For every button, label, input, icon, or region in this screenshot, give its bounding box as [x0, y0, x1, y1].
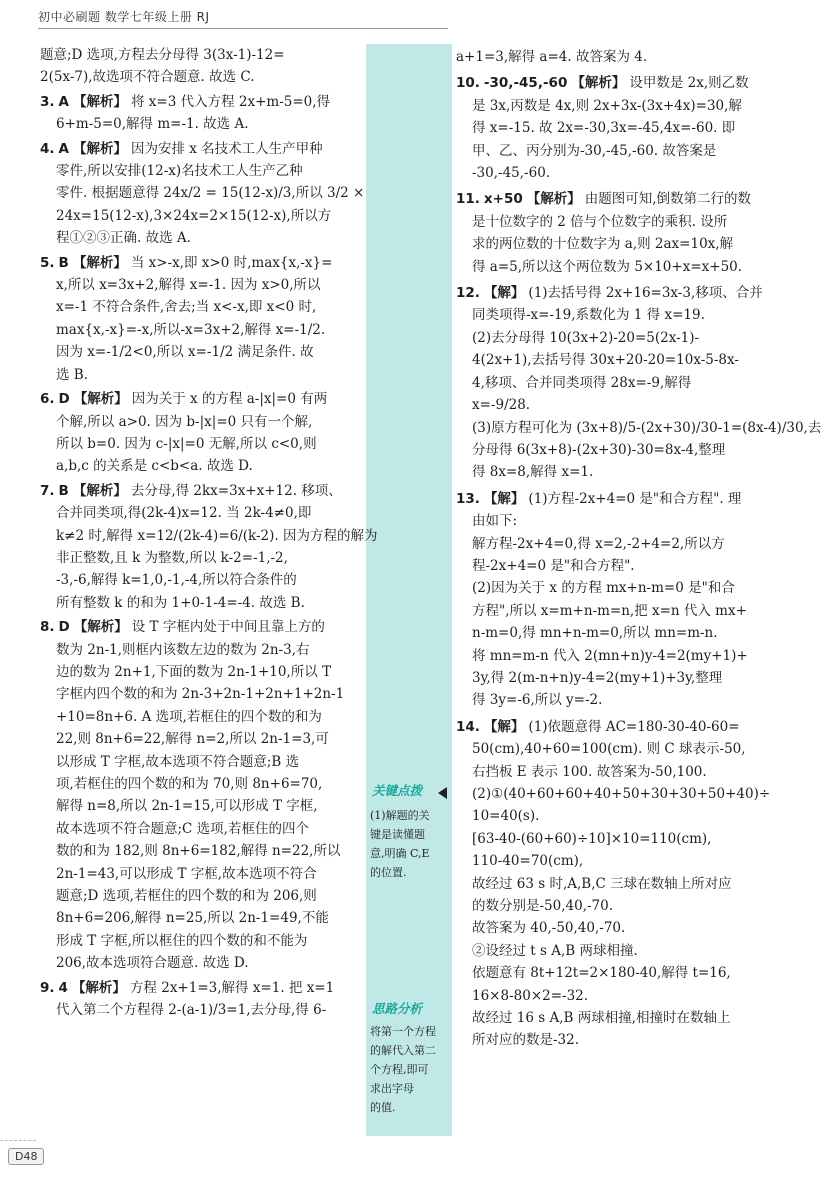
question-line	[456, 46, 778, 68]
answer-label: 4	[58, 979, 68, 996]
line-text: 2n-1=43,可以形成 T 字框,故本选项不符合	[56, 865, 317, 882]
analysis-tag: 【解析】	[73, 391, 128, 408]
line-text: 方程 2x+1=3,解得 x=1. 把 x=1	[129, 979, 335, 996]
line-text: 以形成 T 字框,故本选项不符合题意;B 选	[56, 753, 300, 770]
line-text: 非正整数,且 k 为整数,所以 k-2=-1,-2,	[56, 549, 288, 566]
question-number: 11.	[456, 191, 480, 208]
line-text: 故经过 63 s 时,A,B,C 三球在数轴上所对应	[472, 875, 732, 892]
line-text: 同类项得-x=-19,系数化为 1 得 x=19.	[472, 307, 705, 324]
sidebar-tip2-title: 思路分析	[372, 1001, 423, 1016]
question-line	[456, 394, 778, 416]
line-text: 所对应的数是-32.	[472, 1032, 580, 1049]
page-header: 初中必刷题 数学七年级上册 RJ	[38, 10, 210, 24]
line-text: a+1=3,解得 a=4. 故答案为 4.	[456, 49, 648, 65]
question-number: 5.	[40, 254, 55, 271]
line-text: 设甲数是 2x,则乙数	[629, 75, 749, 92]
question-line	[456, 211, 778, 233]
question-line	[456, 461, 778, 483]
question-q4	[40, 138, 365, 250]
sidebar-tip2-text	[370, 1022, 452, 1117]
question-line	[456, 488, 778, 510]
question-line	[40, 818, 360, 840]
sidebar-tip2-line: 的解代入第二	[370, 1044, 436, 1057]
line-text: x,所以 x=3x+2,解得 x=-1. 因为 x>0,所以	[56, 277, 321, 294]
question-line	[40, 44, 360, 66]
line-text: (3)原方程可化为 (3x+8)/5-(2x+30)/30-1=(8x-4)/30,去	[472, 419, 821, 436]
question-q14	[456, 716, 778, 1052]
question-line	[40, 977, 360, 999]
line-text: 方程",所以 x=m+n-m=n,把 x=n 代入 mx+	[472, 602, 747, 619]
line-text: 个解,所以 a>0. 因为 b-|x|=0 只有一个解,	[56, 413, 313, 430]
analysis-tag: 【解】	[483, 490, 525, 507]
question-line	[456, 533, 778, 555]
page-number: D48	[8, 1148, 44, 1165]
line-text: x=-9/28.	[472, 397, 531, 414]
question-line	[456, 555, 778, 577]
question-line	[456, 917, 778, 939]
line-text: 得 x=-15. 故 2x=-30,3x=-45,4x=-60. 即	[472, 120, 736, 137]
question-line	[40, 274, 360, 296]
line-text: 程-2x+4=0 是"和合方程".	[472, 557, 635, 574]
line-text: 代入第二个方程得 2-(a-1)/3=1,去分母,得 6-	[56, 1002, 327, 1019]
question-line	[40, 999, 360, 1021]
question-cont2	[40, 44, 360, 89]
question-line	[40, 252, 360, 274]
line-text: 题意;D 选项,若框住的四个数的和为 206,则	[56, 888, 317, 905]
question-line	[40, 296, 360, 318]
line-text: 选 B.	[56, 366, 89, 383]
line-text: 故本选项不符合题意;C 选项,若框住的四个	[56, 820, 309, 837]
question-line	[456, 761, 778, 783]
answer-label: B	[58, 482, 69, 499]
line-text: -3,-6,解得 k=1,0,-1,-4,所以符合条件的	[56, 572, 297, 589]
question-line	[40, 840, 360, 862]
question-line	[40, 728, 360, 750]
line-text: k≠2 时,解得 x=12/(2k-4)=6/(k-2). 因为方程的解为	[56, 527, 378, 544]
question-line	[456, 72, 778, 94]
question-line	[456, 805, 778, 827]
question-line	[456, 985, 778, 1007]
line-text: 24x=15(12-x),3×24x=2×15(12-x),所以方	[56, 207, 332, 224]
question-line	[456, 304, 778, 326]
question-number: 7.	[40, 482, 55, 499]
left-column	[40, 44, 378, 1021]
sidebar-tip1-line: 键是读懂题	[370, 828, 425, 841]
line-text: 是十位数字的 2 倍与个位数字的乘积. 设所	[472, 213, 728, 230]
analysis-tag: 【解析】	[73, 619, 128, 636]
line-text: -30,-45,-60.	[472, 165, 551, 182]
line-text: x=-1 不符合条件,舍去;当 x<-x,即 x<0 时,	[56, 299, 317, 316]
line-text: n-m=0,得 mn+n-m=0,所以 mn=m-n.	[472, 625, 718, 642]
line-text: 110-40=70(cm),	[472, 853, 584, 870]
question-line	[40, 455, 360, 477]
question-number: 8.	[40, 619, 55, 636]
question-q10	[456, 72, 778, 184]
line-text: 因为 x=-1/2<0,所以 x=-1/2 满足条件. 故	[56, 344, 314, 361]
line-text: 去分母,得 2kx=3x+x+12. 移项、	[130, 482, 342, 499]
question-number: 12.	[456, 285, 480, 302]
question-q13	[456, 488, 778, 712]
line-text: 3y,得 2(m-n+n)y-4=2(my+1)+3y,整理	[472, 669, 723, 686]
question-line	[40, 205, 360, 227]
question-line	[40, 66, 360, 88]
line-text: 206,故本选项符合题意. 故选 D.	[56, 955, 249, 972]
question-line	[456, 667, 778, 689]
question-number: 9.	[40, 979, 55, 996]
line-text: 由题图可知,倒数第二行的数	[584, 191, 752, 208]
line-text: 故经过 16 s A,B 两球相撞,相撞时在数轴上	[472, 1010, 731, 1027]
question-q8	[40, 616, 360, 975]
question-q11	[456, 188, 778, 278]
question-line	[456, 645, 778, 667]
line-text: ②设经过 t s A,B 两球相撞.	[472, 942, 638, 959]
line-text: [63-40-(60+60)÷10]×10=110(cm),	[472, 830, 712, 847]
question-number: 13.	[456, 490, 480, 507]
question-line	[40, 863, 360, 885]
question-line	[40, 952, 360, 974]
question-line	[456, 510, 778, 532]
analysis-tag: 【解】	[483, 718, 525, 735]
question-line	[40, 364, 360, 386]
answer-label: x+50	[483, 191, 523, 208]
line-text: 右挡板 E 表示 100. 故答案为-50,100.	[472, 763, 707, 780]
question-q3	[40, 91, 360, 136]
sidebar-tip1-line: 意,明确 C,E	[370, 847, 430, 860]
line-text: 故答案为 40,-50,40,-70.	[472, 920, 626, 937]
question-line	[456, 117, 778, 139]
question-line	[40, 795, 360, 817]
question-q5	[40, 252, 360, 386]
line-text: 所有整数 k 的和为 1+0-1-4=-4. 故选 B.	[56, 594, 305, 611]
line-text: 8n+6=206,解得 n=25,所以 2n-1=49,不能	[56, 910, 329, 927]
question-number: 4.	[40, 140, 55, 157]
question-number: 10.	[456, 75, 480, 92]
question-line	[40, 341, 360, 363]
question-line	[456, 327, 778, 349]
question-cont9	[456, 46, 778, 68]
question-line	[456, 372, 778, 394]
question-q9	[40, 977, 360, 1022]
line-text: 6+m-5=0,解得 m=-1. 故选 A.	[56, 116, 249, 133]
line-text: 当 x>-x,即 x>0 时,max{x,-x}=	[130, 254, 333, 271]
line-text: 由如下:	[472, 513, 518, 530]
question-line	[40, 885, 360, 907]
line-text: 4,移项、合并同类项得 28x=-9,解得	[472, 374, 692, 391]
question-line	[40, 907, 360, 929]
question-line	[456, 282, 778, 304]
line-text: 50(cm),40+60=100(cm). 则 C 球表示-50,	[472, 741, 746, 758]
line-text: 将 mn=m-n 代入 2(mn+n)y-4=2(my+1)+	[472, 647, 748, 664]
question-q6	[40, 388, 360, 478]
analysis-tag: 【解析】	[72, 93, 127, 110]
question-number: 3.	[40, 93, 55, 110]
question-line	[456, 622, 778, 644]
question-line	[456, 940, 778, 962]
question-line	[40, 930, 360, 952]
answer-label: -30,-45,-60	[483, 75, 568, 92]
question-line	[40, 547, 360, 569]
line-text: (2)去分母得 10(3x+2)-20=5(2x-1)-	[472, 329, 700, 346]
sidebar-tip1-text	[370, 806, 452, 882]
line-text: 得 a=5,所以这个两位数为 5×10+x=x+50.	[472, 258, 743, 275]
analysis-tag: 【解析】	[526, 191, 581, 208]
question-line	[40, 706, 360, 728]
analysis-tag: 【解析】	[72, 482, 127, 499]
question-line	[456, 349, 778, 371]
line-text: (2)①(40+60+60+40+50+30+30+50+40)÷	[472, 786, 771, 802]
line-text: max{x,-x}=-x,所以-x=3x+2,解得 x=-1/2.	[56, 321, 326, 338]
question-line	[456, 828, 778, 850]
line-text: 数的和为 182,则 8n+6=182,解得 n=22,所以	[56, 843, 341, 860]
question-line	[456, 162, 778, 184]
question-line	[456, 738, 778, 760]
question-line	[40, 661, 360, 683]
question-line	[40, 319, 360, 341]
line-text: 边的数为 2n+1,下面的数为 2n-1+10,所以 T	[56, 663, 332, 680]
question-line	[40, 388, 360, 410]
line-text: 的数分别是-50,40,-70.	[472, 898, 614, 915]
line-text: 22,则 8n+6=22,解得 n=2,所以 2n-1=3,可	[56, 731, 329, 748]
analysis-tag: 【解析】	[72, 254, 127, 271]
question-line	[40, 91, 360, 113]
question-line	[40, 113, 360, 135]
question-line	[40, 433, 360, 455]
line-text: 甲、乙、丙分别为-30,-45,-60. 故答案是	[472, 142, 717, 159]
line-text: 是 3x,丙数是 4x,则 2x+3x-(3x+4x)=30,解	[472, 97, 742, 114]
question-q7	[40, 480, 378, 614]
question-line	[40, 592, 360, 614]
question-line	[456, 233, 778, 255]
line-text: 解方程-2x+4=0,得 x=2,-2+4=2,所以方	[472, 535, 725, 552]
question-line	[456, 439, 778, 461]
answer-label: D	[58, 391, 70, 408]
answer-label: A	[58, 93, 69, 110]
question-line	[40, 480, 360, 502]
line-text: 程①②③正确. 故选 A.	[56, 230, 191, 247]
question-line	[40, 411, 360, 433]
footer-divider	[0, 1140, 36, 1142]
line-text: a,b,c 的关系是 c<b<a. 故选 D.	[56, 458, 253, 475]
line-text: 因为安排 x 名技术工人生产甲种	[130, 140, 323, 157]
line-text: 得 8x=8,解得 x=1.	[472, 464, 594, 481]
question-line	[40, 639, 360, 661]
sidebar-panel	[366, 44, 452, 1136]
line-text: 字框内四个数的和为 2n-3+2n-1+2n+1+2n-1	[56, 686, 345, 703]
question-line	[456, 895, 778, 917]
question-line	[456, 600, 778, 622]
question-line	[40, 160, 360, 182]
question-line	[456, 873, 778, 895]
question-line	[456, 689, 778, 711]
question-number: 6.	[40, 391, 55, 408]
question-line	[40, 773, 360, 795]
line-text: 将 x=3 代入方程 2x+m-5=0,得	[130, 93, 331, 110]
line-text: 零件. 根据题意得 24x/2 = 15(12-x)/3,所以 3/2 ×	[56, 185, 365, 202]
line-text: 10=40(s).	[472, 808, 540, 825]
line-text: 2(5x-7),故选项不符合题意. 故选 C.	[40, 69, 255, 86]
question-line	[456, 850, 778, 872]
question-line	[456, 783, 778, 805]
sidebar-tip1-title: 关键点拨	[372, 783, 423, 798]
question-line	[456, 188, 778, 210]
question-line	[456, 140, 778, 162]
question-line	[456, 1007, 778, 1029]
analysis-tag: 【解析】	[72, 140, 127, 157]
answer-label: D	[58, 619, 70, 636]
answer-label: A	[58, 140, 69, 157]
line-text: (1)依题意得 AC=180-30-40-60=	[528, 718, 740, 735]
analysis-tag: 【解析】	[71, 979, 126, 996]
sidebar-tip1-line: 的位置.	[370, 866, 407, 879]
question-line	[456, 962, 778, 984]
line-text: 合并同类项,得(2k-4)x=12. 当 2k-4≠0,即	[56, 505, 312, 522]
header-divider	[38, 28, 448, 29]
analysis-tag: 【解】	[483, 285, 525, 302]
question-q12	[456, 282, 821, 484]
sidebar-tip2-line: 个方程,即可	[370, 1063, 429, 1076]
question-line	[40, 683, 360, 705]
question-line	[40, 751, 360, 773]
line-text: 16×8-80×2=-32.	[472, 987, 589, 1004]
line-text: 项,若框住的四个数的和为 70,则 8n+6=70,	[56, 776, 323, 792]
sidebar-tip1-line: (1)解题的关	[370, 809, 430, 822]
question-line	[456, 95, 778, 117]
question-line	[456, 417, 821, 439]
line-text: 得 3y=-6,所以 y=-2.	[472, 692, 603, 709]
question-line	[456, 716, 778, 738]
question-number: 14.	[456, 718, 480, 735]
question-line	[40, 569, 360, 591]
sidebar-tip2-line: 求出字母	[370, 1082, 414, 1095]
right-column	[456, 46, 821, 1052]
line-text: 分母得 6(3x+8)-(2x+30)-30=8x-4,整理	[472, 441, 726, 458]
answer-label: B	[58, 254, 69, 271]
line-text: 求的两位数的十位数字为 a,则 2ax=10x,解	[472, 236, 734, 253]
sidebar-tip2-line: 的值.	[370, 1101, 396, 1114]
question-line	[40, 502, 360, 524]
line-text: 依题意有 8t+12t=2×180-40,解得 t=16,	[472, 965, 731, 982]
line-text: (1)方程-2x+4=0 是"和合方程". 理	[528, 490, 742, 507]
line-text: 零件,所以安排(12-x)名技术工人生产乙种	[56, 163, 303, 180]
line-text: +10=8n+6. A 选项,若框住的四个数的和为	[56, 708, 322, 725]
question-line	[456, 256, 778, 278]
sidebar-tip2-line: 将第一个方程	[370, 1025, 436, 1038]
line-text: 设 T 字框内处于中间且靠上方的	[131, 619, 325, 636]
question-line	[40, 227, 360, 249]
line-text: 4(2x+1),去括号得 30x+20-20=10x-5-8x-	[472, 352, 739, 369]
line-text: 所以 b=0. 因为 c-|x|=0 无解,所以 c<0,则	[56, 435, 317, 452]
line-text: 题意;D 选项,方程去分母得 3(3x-1)-12=	[40, 47, 285, 63]
line-text: (1)去括号得 2x+16=3x-3,移项、合并	[528, 285, 763, 302]
analysis-tag: 【解析】	[571, 75, 626, 92]
arrow-icon	[438, 787, 447, 799]
question-line	[40, 616, 360, 638]
line-text: 因为关于 x 的方程 a-|x|=0 有两	[131, 391, 328, 408]
question-line	[40, 138, 360, 160]
line-text: 解得 n=8,所以 2n-1=15,可以形成 T 字框,	[56, 798, 318, 815]
question-line	[456, 1029, 778, 1051]
line-text: 形成 T 字框,所以框住的四个数的和不能为	[56, 932, 308, 949]
line-text: 数为 2n-1,则框内该数左边的数为 2n-3,右	[56, 641, 310, 658]
question-line	[40, 182, 365, 204]
question-line	[456, 577, 778, 599]
line-text: (2)因为关于 x 的方程 mx+n-m=0 是"和合	[472, 580, 735, 597]
question-line	[40, 525, 378, 547]
